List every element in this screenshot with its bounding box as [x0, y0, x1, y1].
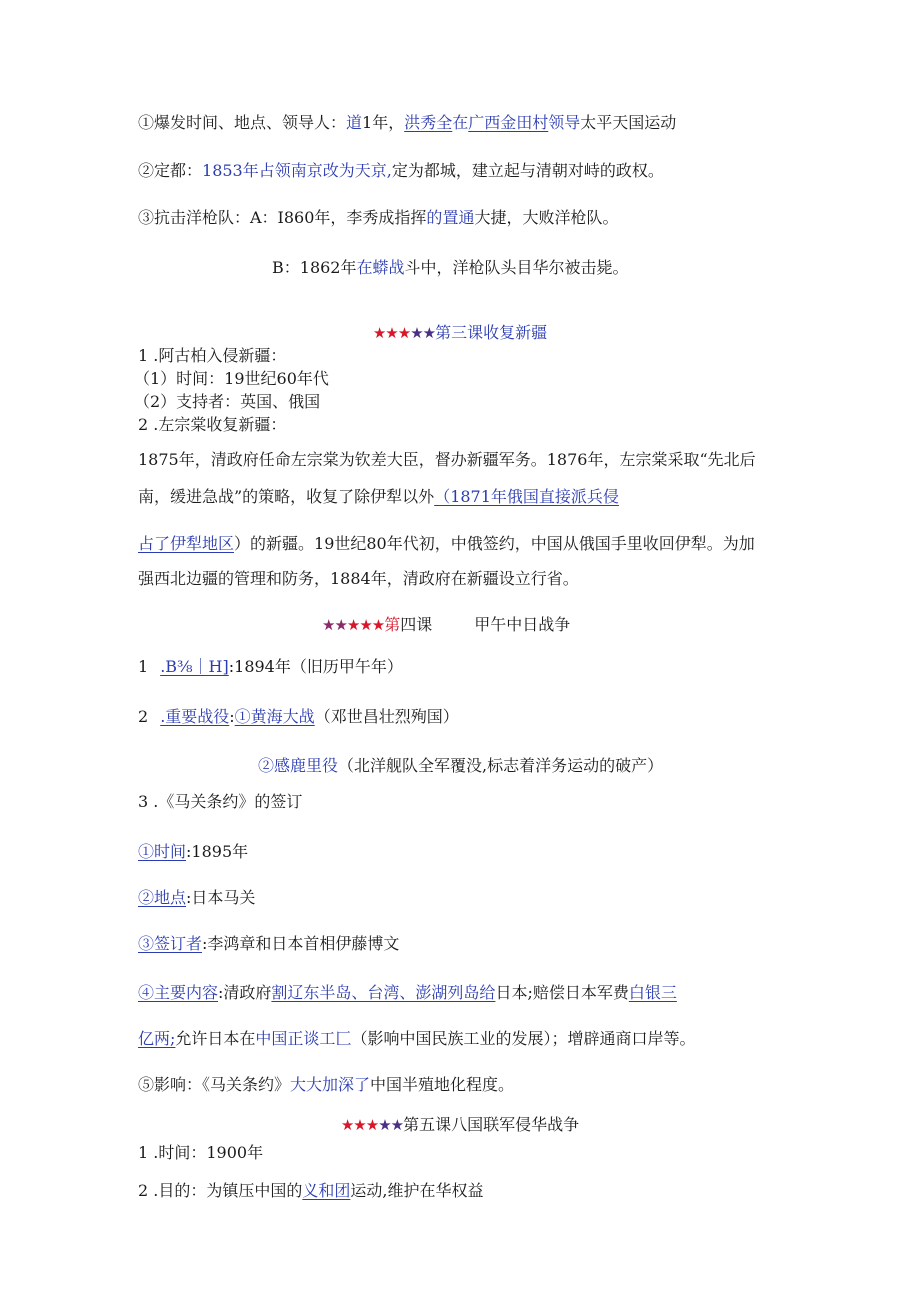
jintian-link[interactable]: 广西金田村	[468, 113, 549, 132]
time-link[interactable]: .B⅜｜H]	[160, 657, 229, 676]
indemnity-link[interactable]: 白银三	[628, 983, 677, 1002]
lesson3-item1-time: （1）时间：19世纪60年代	[134, 369, 329, 388]
star-icon: ★★	[378, 1116, 404, 1134]
yili-link-cont[interactable]: 占了伊犁地区	[138, 534, 235, 553]
boxer-link[interactable]: 义和团	[302, 1181, 351, 1200]
taiping-battle-b-line: B：1862年在蟒战斗中，洋枪队头目华尔被击毙。	[272, 258, 629, 277]
lesson4-item2: 2 .重要战役:①黄海大战（邓世昌壮烈殉国）	[138, 707, 459, 726]
star-icon: ★★	[322, 616, 347, 634]
battles-link[interactable]: .重要战役	[160, 707, 230, 726]
taiping-outbreak-line: ①爆发时间、地点、领导人：道1年，洪秀全在广西金田村领导太平天国运动	[138, 113, 677, 132]
taiping-capital-line: ②定都：1853年占领南京改为天京,定为都城，建立起与清朝对峙的政权。	[138, 161, 664, 180]
lesson3-para-line4: 强西北边疆的管理和防务，1884年，清政府在新疆设立行省。	[138, 569, 579, 588]
treaty-place-link[interactable]: ②地点	[138, 888, 187, 907]
treaty-place-line: ②地点:日本马关	[138, 888, 256, 907]
lesson3-para-line2: 南，缓进急战”的策略，收复了除伊犁以外（1871年俄国直接派兵侵	[138, 487, 619, 506]
treaty-impact-line: ⑤影响：《马关条约》大大加深了中国半殖地化程度。	[138, 1075, 515, 1094]
treaty-content-line1: ④主要内容:清政府割辽东半岛、台湾、澎湖列岛给日本;赔偿日本军费白银三	[138, 983, 677, 1002]
lesson5-heading: ★★★★★第五课八国联军侵华战争	[340, 1115, 580, 1134]
indemnity-link-cont[interactable]: 亿两;	[138, 1029, 176, 1048]
lesson4-heading: ★★★★★第四课 甲午中日战争	[322, 615, 571, 634]
lesson5-item1: 1 .时间：1900年	[138, 1143, 264, 1162]
ceded-territory-link[interactable]: 割辽东半岛、台湾、澎湖列岛给	[271, 983, 496, 1002]
treaty-content-link[interactable]: ④主要内容	[138, 983, 219, 1002]
hongxiuquan-link[interactable]: 洪秀全	[404, 113, 453, 132]
lesson3-item1-support: （2）支持者：英国、俄国	[134, 392, 321, 411]
lesson3-para-line1: 1875年，清政府任命左宗棠为钦差大臣，督办新疆军务。1876年，左宗棠采取“先北后	[138, 450, 756, 469]
lesson3-para-line3: 占了伊犁地区）的新疆。19世纪80年代初，中俄签约，中国从俄国手里收回伊犁。为加	[138, 534, 755, 553]
lesson4-item1: 1 .B⅜｜H]:1894年（旧历甲午年）	[138, 657, 403, 676]
taiping-battle-a-line: ③抗击洋枪队：A：I860年，李秀成指挥的置通大捷，大败洋枪队。	[138, 208, 619, 227]
lesson3-heading: ★★★★★第三课收复新疆	[372, 323, 548, 342]
treaty-time-link[interactable]: ①时间	[138, 842, 187, 861]
lesson5-item2: 2 .目的：为镇压中国的义和团运动,维护在华权益	[138, 1181, 484, 1200]
star-icon: ★★	[410, 324, 436, 342]
star-icon: ★★★	[372, 324, 411, 342]
lesson4-item2-battle2: ②感鹿里役（北洋舰队全军覆没,标志着洋务运动的破产）	[258, 756, 664, 775]
star-icon: ★★★	[340, 1116, 379, 1134]
treaty-signer-link[interactable]: ③签订者	[138, 934, 203, 953]
treaty-content-line2: 亿两;允许日本在中国正谈工匚（影响中国民族工业的发展）；增辟通商口岸等。	[138, 1029, 696, 1048]
treaty-signer-line: ③签订者:李鸿章和日本首相伊藤博文	[138, 934, 400, 953]
treaty-time-line: ①时间:1895年	[138, 842, 249, 861]
lesson3-item2: 2 .左宗棠收复新疆：	[138, 415, 287, 434]
lesson3-item1: 1 .阿古柏入侵新疆：	[138, 346, 287, 365]
yellow-sea-link[interactable]: ①黄海大战	[234, 707, 315, 726]
star-icon: ★★★	[346, 616, 385, 634]
yili-link[interactable]: （1871年俄国直接派兵侵	[434, 487, 619, 506]
lesson4-item3: 3 .《马关条约》的签订	[138, 792, 303, 811]
